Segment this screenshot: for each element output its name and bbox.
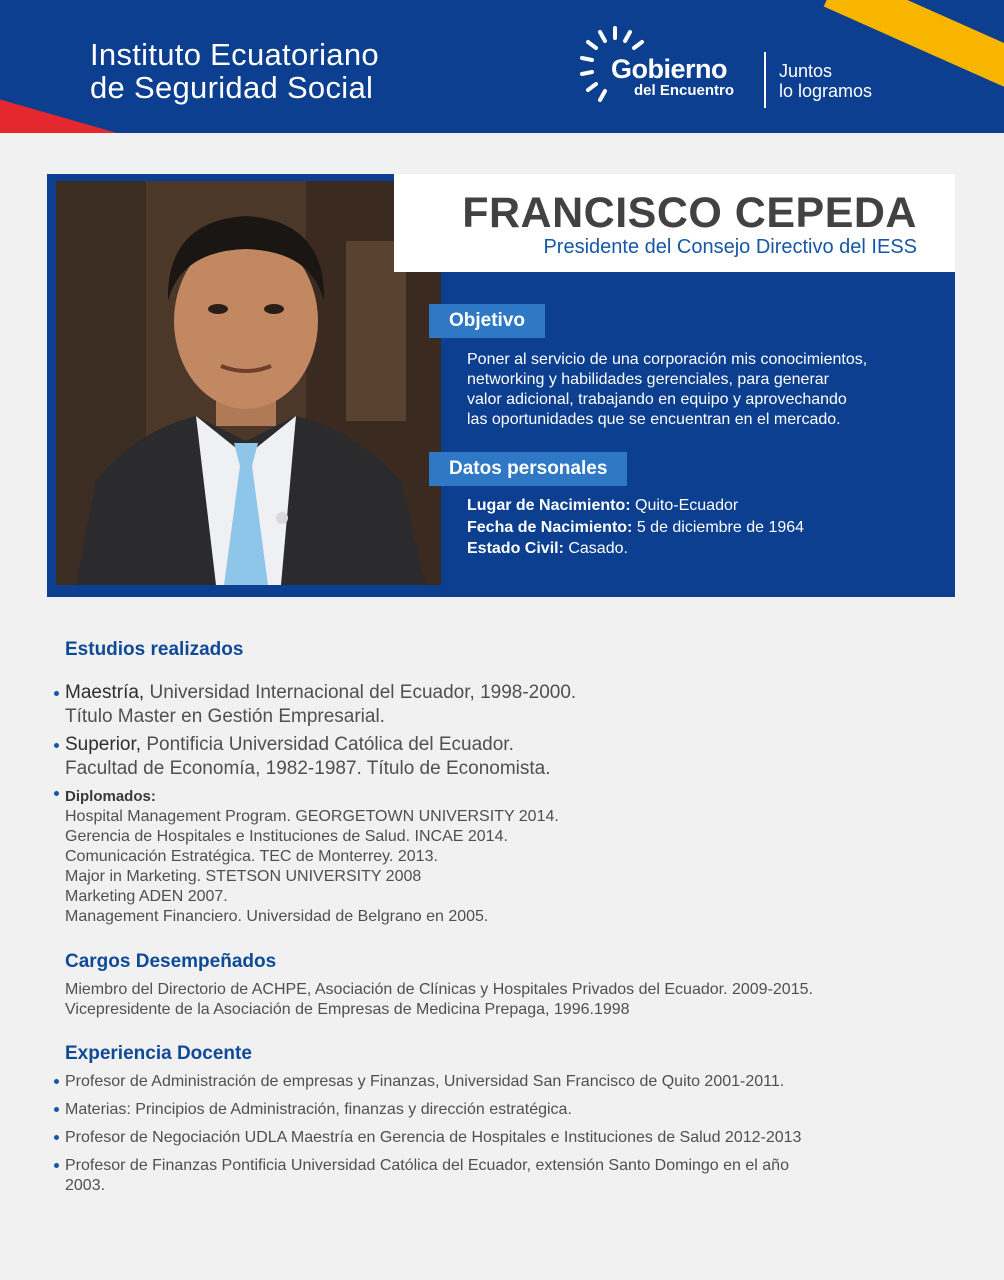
study-entry-undergrad: [65, 733, 551, 781]
teaching-item-multiline: [65, 1156, 789, 1196]
birthdate-label: Fecha de Nacimiento:: [467, 518, 633, 536]
positions-heading: Cargos Desempeñados: [65, 951, 277, 972]
personal-data-list: [467, 495, 804, 560]
slogan-line2: lo logramos: [779, 81, 873, 101]
positions-list: [65, 980, 813, 1020]
institution-name-line2: de Seguridad Social: [90, 70, 374, 105]
institution-name-line1: Instituto Ecuatoriano: [90, 37, 379, 72]
objective-heading: Objetivo: [429, 304, 545, 338]
teaching-item-line: 2003.: [65, 1177, 106, 1194]
portrait-illustration: [56, 181, 441, 585]
marital-status-value: Casado.: [563, 540, 628, 557]
teaching-item: Profesor de Negociación UDLA Maestría en Gerencia de Hospitales e Instituciones de Salud 2012-2013: [65, 1129, 802, 1146]
person-name: FRANCISCO CEPEDA: [462, 189, 917, 237]
birthplace-label: Lugar de Nacimiento:: [467, 497, 631, 514]
portrait-photo: [56, 181, 441, 585]
position-item: Vicepresidente de la Asociación de Empresas de Medicina Prepaga, 1996.1998: [65, 1001, 630, 1018]
personal-data-item: [467, 538, 804, 560]
personal-data-heading: Datos personales: [429, 452, 627, 486]
slogan: [779, 61, 872, 101]
birthplace-value: Quito-Ecuador: [630, 497, 739, 514]
name-panel: [394, 174, 955, 272]
personal-data-item: [467, 495, 804, 517]
objective-line: networking y habilidades gerenciales, para generar: [467, 371, 829, 388]
birthdate-value: 5 de diciembre de 1964: [632, 518, 805, 536]
bullet-icon: [54, 1107, 59, 1112]
teaching-heading: Experiencia Docente: [65, 1043, 252, 1064]
diplomas-block: [65, 787, 559, 927]
diploma-item: Marketing ADEN 2007.: [65, 888, 228, 905]
header-banner: [0, 0, 1004, 133]
objective-text: [467, 350, 937, 430]
teaching-item: Profesor de Administración de empresas y Finanzas, Universidad San Francisco de Quito 2001-2011.: [65, 1073, 785, 1090]
bullet-icon: [54, 743, 59, 748]
objective-line: valor adicional, trabajando en equipo y aprovechando: [467, 391, 847, 408]
bullet-icon: [54, 1135, 59, 1140]
study-degree: Superior,: [65, 734, 142, 755]
diploma-item: Management Financiero. Universidad de Belgrano en 2005.: [65, 908, 489, 925]
marital-status-label: Estado Civil:: [467, 540, 564, 557]
diploma-item: Major in Marketing. STETSON UNIVERSITY 2008: [65, 868, 422, 885]
objective-line: las oportunidades que se encuentran en el mercado.: [467, 411, 841, 428]
logo-divider: [764, 52, 766, 108]
diploma-item: Gerencia de Hospitales e Instituciones de Salud. INCAE 2014.: [65, 828, 508, 845]
bullet-icon: [54, 691, 59, 696]
institution-name: [90, 38, 379, 104]
study-entry-masters: [65, 681, 576, 729]
study-line: Facultad de Economía, 1982-1987. Título de Economista.: [65, 758, 551, 779]
diplomas-heading: Diplomados:: [65, 788, 156, 805]
bullet-icon: [54, 1079, 59, 1084]
bullet-icon: [54, 791, 59, 796]
bullet-icon: [54, 1163, 59, 1168]
study-degree: Maestría,: [65, 682, 145, 703]
slogan-line1: Juntos: [779, 61, 833, 81]
objective-line: Poner al servicio de una corporación mis conocimientos,: [467, 351, 868, 368]
logo-wordmark: Gobierno: [611, 54, 727, 84]
person-role: Presidente del Consejo Directivo del IESS: [543, 236, 917, 258]
studies-heading: Estudios realizados: [65, 639, 244, 660]
study-line: Universidad Internacional del Ecuador, 1998-2000.: [144, 682, 577, 703]
personal-data-item: [467, 517, 804, 539]
position-item: Miembro del Directorio de ACHPE, Asociación de Clínicas y Hospitales Privados del Ecuador. 2009-2015.: [65, 981, 813, 998]
diploma-item: Comunicación Estratégica. TEC de Monterrey. 2013.: [65, 848, 438, 865]
teaching-item-line: Profesor de Finanzas Pontificia Universidad Católica del Ecuador, extensión Santo Domingo en el año: [65, 1157, 789, 1174]
study-line: Título Master en Gestión Empresarial.: [65, 706, 385, 727]
diploma-item: Hospital Management Program. GEORGETOWN UNIVERSITY 2014.: [65, 808, 559, 825]
study-line: Pontificia Universidad Católica del Ecuador.: [141, 734, 514, 755]
teaching-item: Materias: Principios de Administración, finanzas y dirección estratégica.: [65, 1101, 572, 1118]
logo-subwordmark: del Encuentro: [634, 82, 735, 99]
